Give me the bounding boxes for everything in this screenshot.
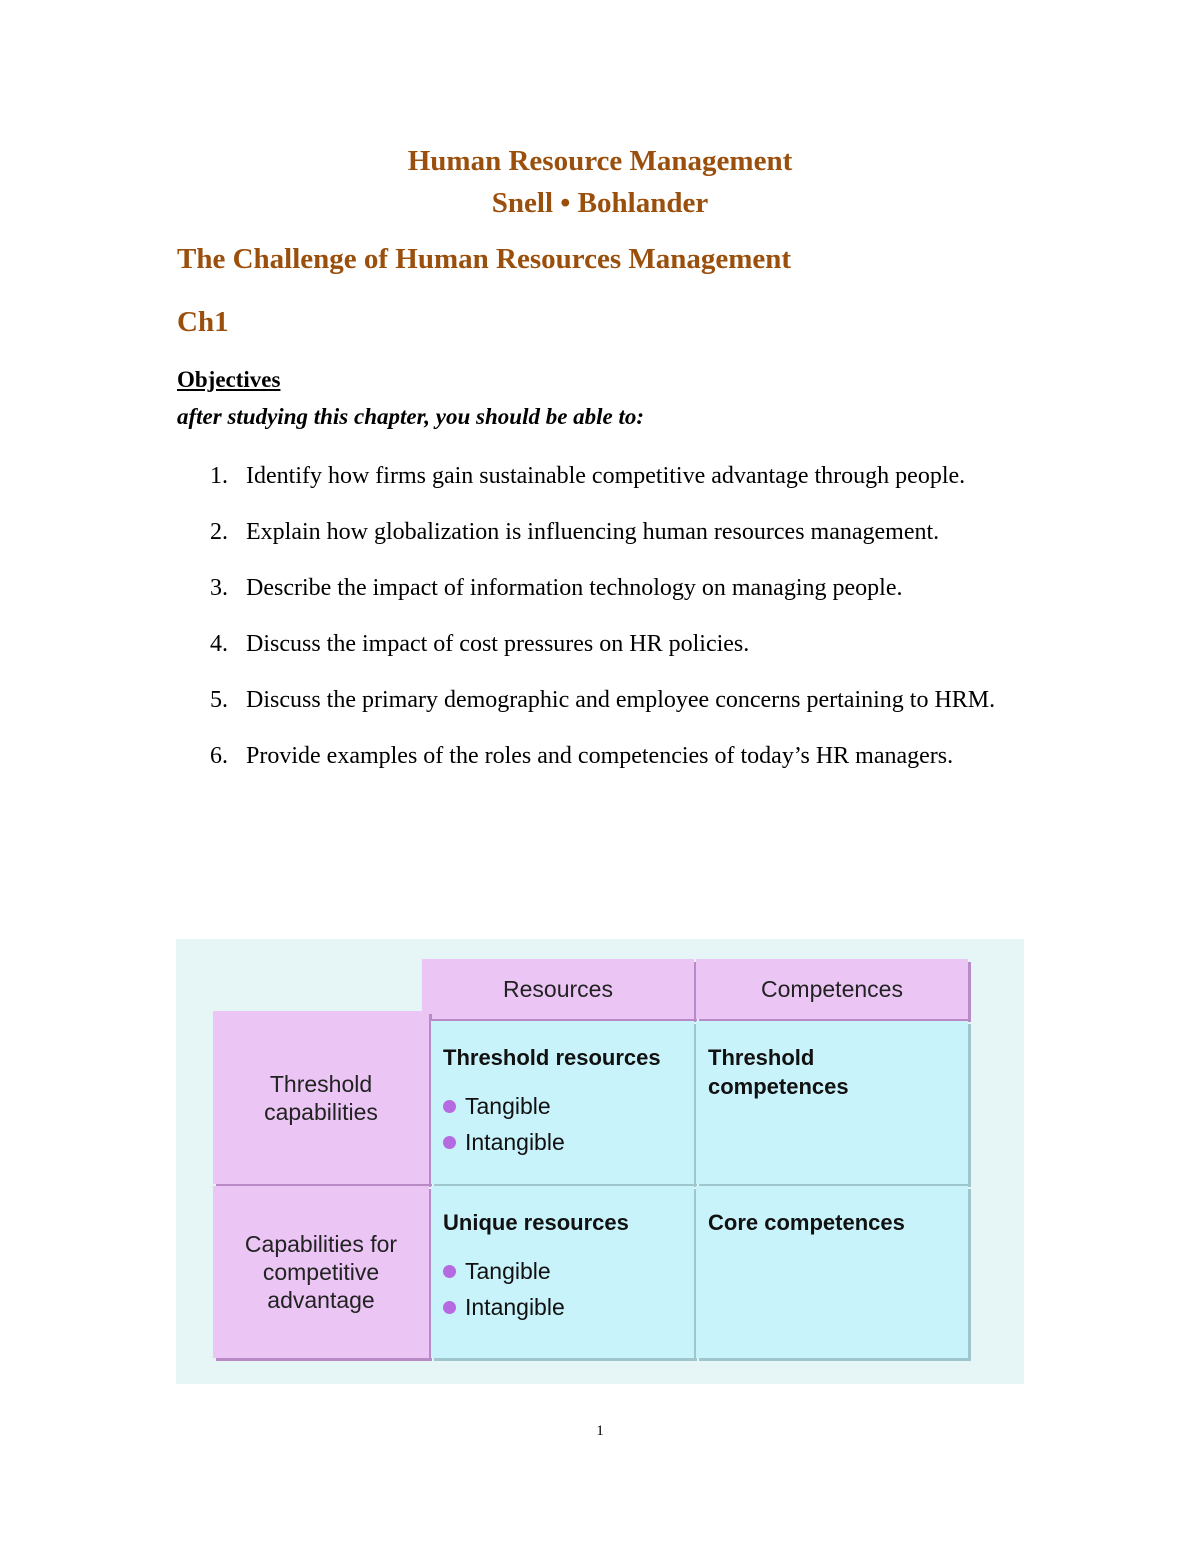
list-item	[210, 738, 1010, 774]
bullet-icon	[443, 1265, 456, 1278]
page-number: 1	[596, 1423, 604, 1439]
chapter-title: The Challenge of Human Resources Management	[177, 243, 792, 275]
list-item	[210, 458, 1010, 494]
row-label: Threshold capabilities	[264, 1070, 378, 1125]
item-text: Describe the impact of information technology on managing people.	[246, 575, 903, 601]
list-item	[443, 1289, 682, 1325]
item-number: 6.	[210, 743, 228, 769]
bullet-text: Intangible	[465, 1129, 565, 1155]
bullet-list	[443, 1253, 682, 1325]
cell-threshold-competences	[696, 1021, 968, 1184]
item-number: 5.	[210, 687, 228, 713]
list-item	[443, 1124, 682, 1160]
list-item	[210, 514, 1010, 550]
cell-core-competences	[696, 1186, 968, 1358]
title-block	[0, 140, 1200, 224]
bullet-text: Tangible	[465, 1258, 551, 1284]
row-header-threshold	[213, 1011, 429, 1184]
list-item	[210, 570, 1010, 606]
column-header-resources: Resources	[422, 959, 694, 1019]
item-number: 1.	[210, 463, 228, 489]
bullet-text: Tangible	[465, 1093, 551, 1119]
item-number: 4.	[210, 631, 228, 657]
item-number: 3.	[210, 575, 228, 601]
row-header-competitive	[213, 1186, 429, 1358]
item-text: Discuss the impact of cost pressures on HR policies.	[246, 631, 750, 657]
list-item	[443, 1253, 682, 1289]
item-text: Provide examples of the roles and competencies of today’s HR managers.	[246, 743, 954, 769]
cell-title: Core competences	[708, 1210, 905, 1235]
item-text: Discuss the primary demographic and employee concerns pertaining to HRM.	[246, 687, 996, 713]
item-text: Identify how firms gain sustainable competitive advantage through people.	[246, 463, 966, 489]
bullet-text: Intangible	[465, 1294, 565, 1320]
bullet-icon	[443, 1301, 456, 1314]
item-text: Explain how globalization is influencing human resources management.	[246, 519, 940, 545]
cell-title: Threshold resources	[443, 1045, 661, 1070]
bullet-icon	[443, 1100, 456, 1113]
cell-title: Threshold competences	[708, 1045, 849, 1099]
item-number: 2.	[210, 519, 228, 545]
cell-threshold-resources	[431, 1021, 694, 1184]
list-item	[210, 682, 1010, 718]
book-title: Human Resource Management	[407, 145, 793, 177]
cell-title: Unique resources	[443, 1210, 629, 1235]
bullet-list	[443, 1088, 682, 1160]
objectives-heading: Objectives	[177, 367, 281, 392]
bullet-icon	[443, 1136, 456, 1149]
objectives-list	[210, 458, 1010, 794]
objectives-subheading: after studying this chapter, you should be able to:	[177, 404, 645, 429]
row-label: Capabilities for competitive advantage	[244, 1231, 398, 1313]
capabilities-diagram	[176, 939, 1024, 1384]
list-item	[443, 1088, 682, 1124]
book-authors: Snell • Bohlander	[491, 187, 709, 219]
cell-unique-resources	[431, 1186, 694, 1358]
chapter-number: Ch1	[177, 306, 229, 338]
list-item	[210, 626, 1010, 662]
column-header-competences: Competences	[696, 959, 968, 1019]
